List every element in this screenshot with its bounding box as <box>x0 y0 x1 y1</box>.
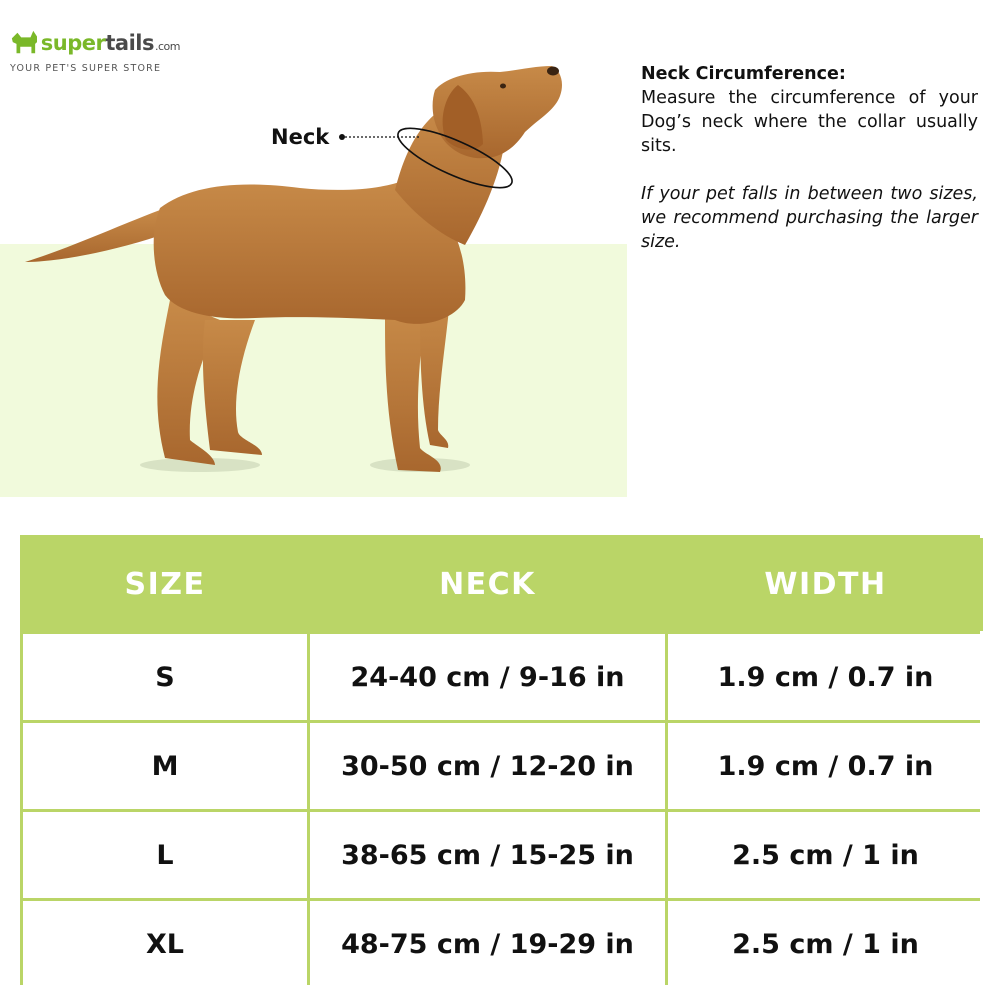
logo-word-super: super <box>40 31 106 55</box>
header-neck: NECK <box>310 538 665 631</box>
size-chart-table <box>20 535 980 985</box>
info-note: If your pet falls in between two sizes, we recommend purchasing the larger size. <box>641 184 978 252</box>
row-xl-size: XL <box>23 901 307 988</box>
logo-word-tails: tails <box>105 31 154 55</box>
header-width: WIDTH <box>668 538 983 631</box>
row-m-width: 1.9 cm / 0.7 in <box>668 723 983 809</box>
row-m-neck: 30-50 cm / 12-20 in <box>310 723 665 809</box>
row-xl-width: 2.5 cm / 1 in <box>668 901 983 988</box>
row-l-size: L <box>23 812 307 898</box>
row-s-width: 1.9 cm / 0.7 in <box>668 634 983 720</box>
logo-tagline: YOUR PET'S SUPER STORE <box>10 63 162 74</box>
row-xl-neck: 48-75 cm / 19-29 in <box>310 901 665 988</box>
logo-domain: .com <box>155 40 180 53</box>
neck-label: Neck <box>271 125 330 149</box>
row-m-size: M <box>23 723 307 809</box>
row-s-size: S <box>23 634 307 720</box>
row-l-neck: 38-65 cm / 15-25 in <box>310 812 665 898</box>
dog-illustration <box>0 40 640 500</box>
info-title: Neck Circumference: <box>641 64 846 84</box>
measurement-info <box>641 62 978 254</box>
row-l-width: 2.5 cm / 1 in <box>668 812 983 898</box>
header-size: SIZE <box>23 538 307 631</box>
row-s-neck: 24-40 cm / 9-16 in <box>310 634 665 720</box>
info-body: Measure the circumference of your Dog’s neck where the collar usually sits. <box>641 88 978 156</box>
